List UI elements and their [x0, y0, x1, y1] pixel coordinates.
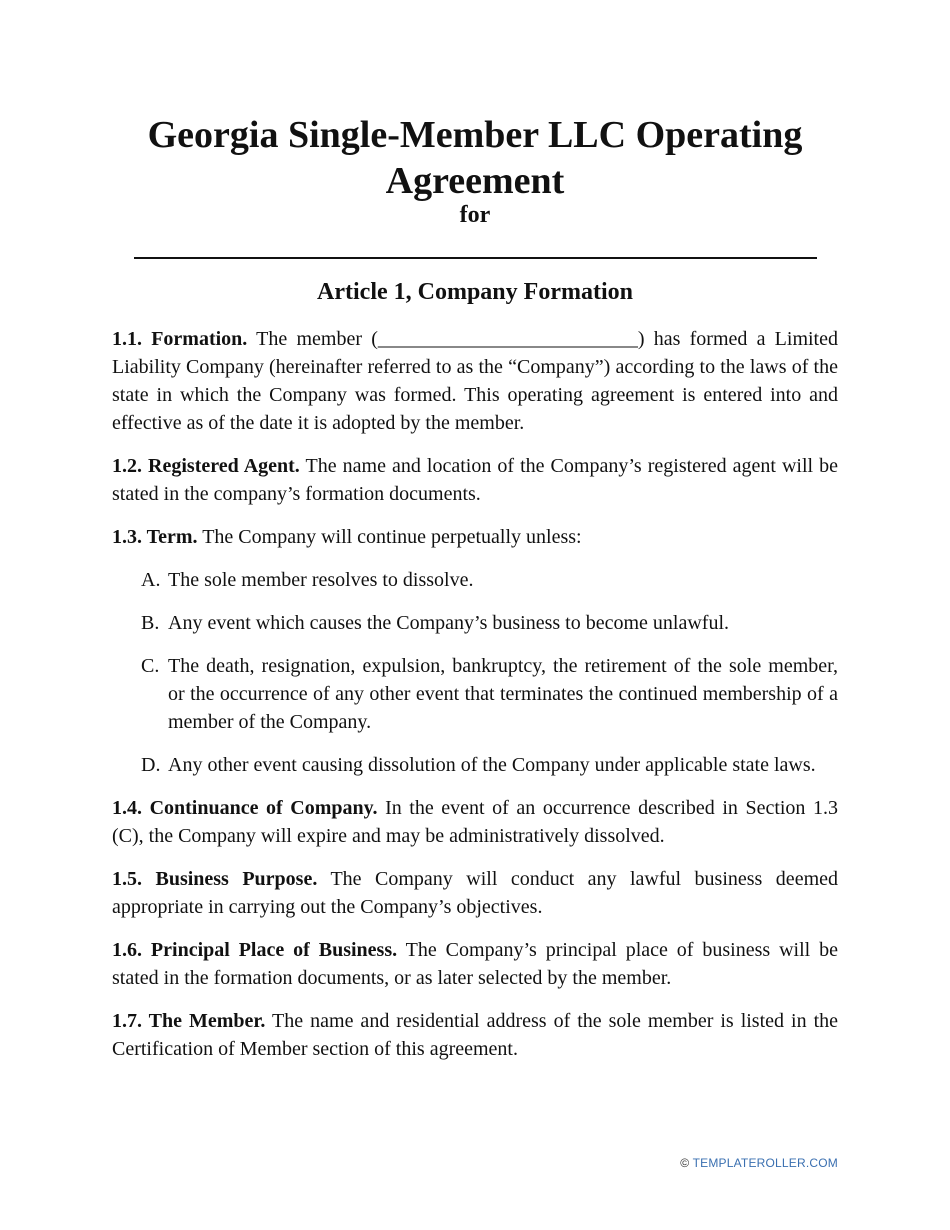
section-label: 1.7. The Member.	[112, 1010, 266, 1032]
section-text: The name and residential address of the sole member is listed in the Certification of Member section of this agreement.	[112, 1010, 838, 1060]
list-item	[112, 652, 838, 736]
section-registered-agent	[112, 452, 838, 508]
article-heading: Article 1, Company Formation	[317, 279, 633, 305]
list-item	[112, 609, 838, 637]
section-member	[112, 1007, 838, 1063]
list-marker: B.	[141, 612, 160, 634]
list-marker: A.	[141, 569, 161, 591]
section-label: 1.5. Business Purpose.	[112, 868, 318, 890]
title-divider	[134, 257, 817, 259]
section-text: The Company’s principal place of business will be stated in the formation documents, or as later selected by the member.	[112, 939, 838, 989]
section-term	[112, 523, 838, 551]
article-body	[112, 325, 838, 1078]
section-label: 1.2. Registered Agent.	[112, 455, 300, 477]
list-item	[112, 751, 838, 779]
document-subtitle: for	[459, 202, 491, 228]
list-marker: C.	[141, 655, 160, 677]
list-text: The death, resignation, expulsion, bankruptcy, the retirement of the sole member, or the occurrence of any other event that terminates the continued membership of a member of the Company.	[168, 655, 838, 733]
document-title: Georgia Single-Member LLC Operating Agreement	[147, 114, 803, 202]
section-continuance	[112, 794, 838, 850]
section-formation	[112, 325, 838, 437]
section-text: In the event of an occurrence described in Section 1.3 (C), the Company will expire and may be administratively dissolved.	[112, 797, 839, 847]
list-text: Any other event causing dissolution of the Company under applicable state laws.	[168, 754, 816, 776]
list-marker: D.	[141, 754, 161, 776]
term-conditions-list	[112, 566, 838, 779]
list-text: The sole member resolves to dissolve.	[168, 569, 474, 591]
section-business-purpose	[112, 865, 838, 921]
section-text: The Company will conduct any lawful business deemed appropriate in carrying out the Company’s objectives.	[112, 868, 838, 918]
section-text: The Company will continue perpetually unless:	[197, 526, 582, 548]
section-text: The member (__________________________) has formed a Limited Liability Company (hereinafter referred to as the “Company”) according to the laws of the state in which the Company was formed. This operating agreement is entered into and effective as of the date it is adopted by the member.	[112, 328, 838, 434]
section-label: 1.6. Principal Place of Business.	[112, 939, 398, 961]
footer-credit	[680, 1155, 838, 1171]
section-text: The name and location of the Company’s registered agent will be stated in the company’s formation documents.	[112, 455, 839, 505]
section-label: 1.3. Term.	[112, 526, 198, 548]
list-text: Any event which causes the Company’s business to become unlawful.	[168, 612, 729, 634]
copyright-icon: ©	[680, 1156, 690, 1170]
section-label: 1.4. Continuance of Company.	[112, 797, 378, 819]
section-label: 1.1. Formation.	[112, 328, 248, 350]
list-item	[112, 566, 838, 594]
section-principal-place	[112, 936, 838, 992]
footer-source-link[interactable]: TEMPLATEROLLER.COM	[692, 1156, 838, 1170]
